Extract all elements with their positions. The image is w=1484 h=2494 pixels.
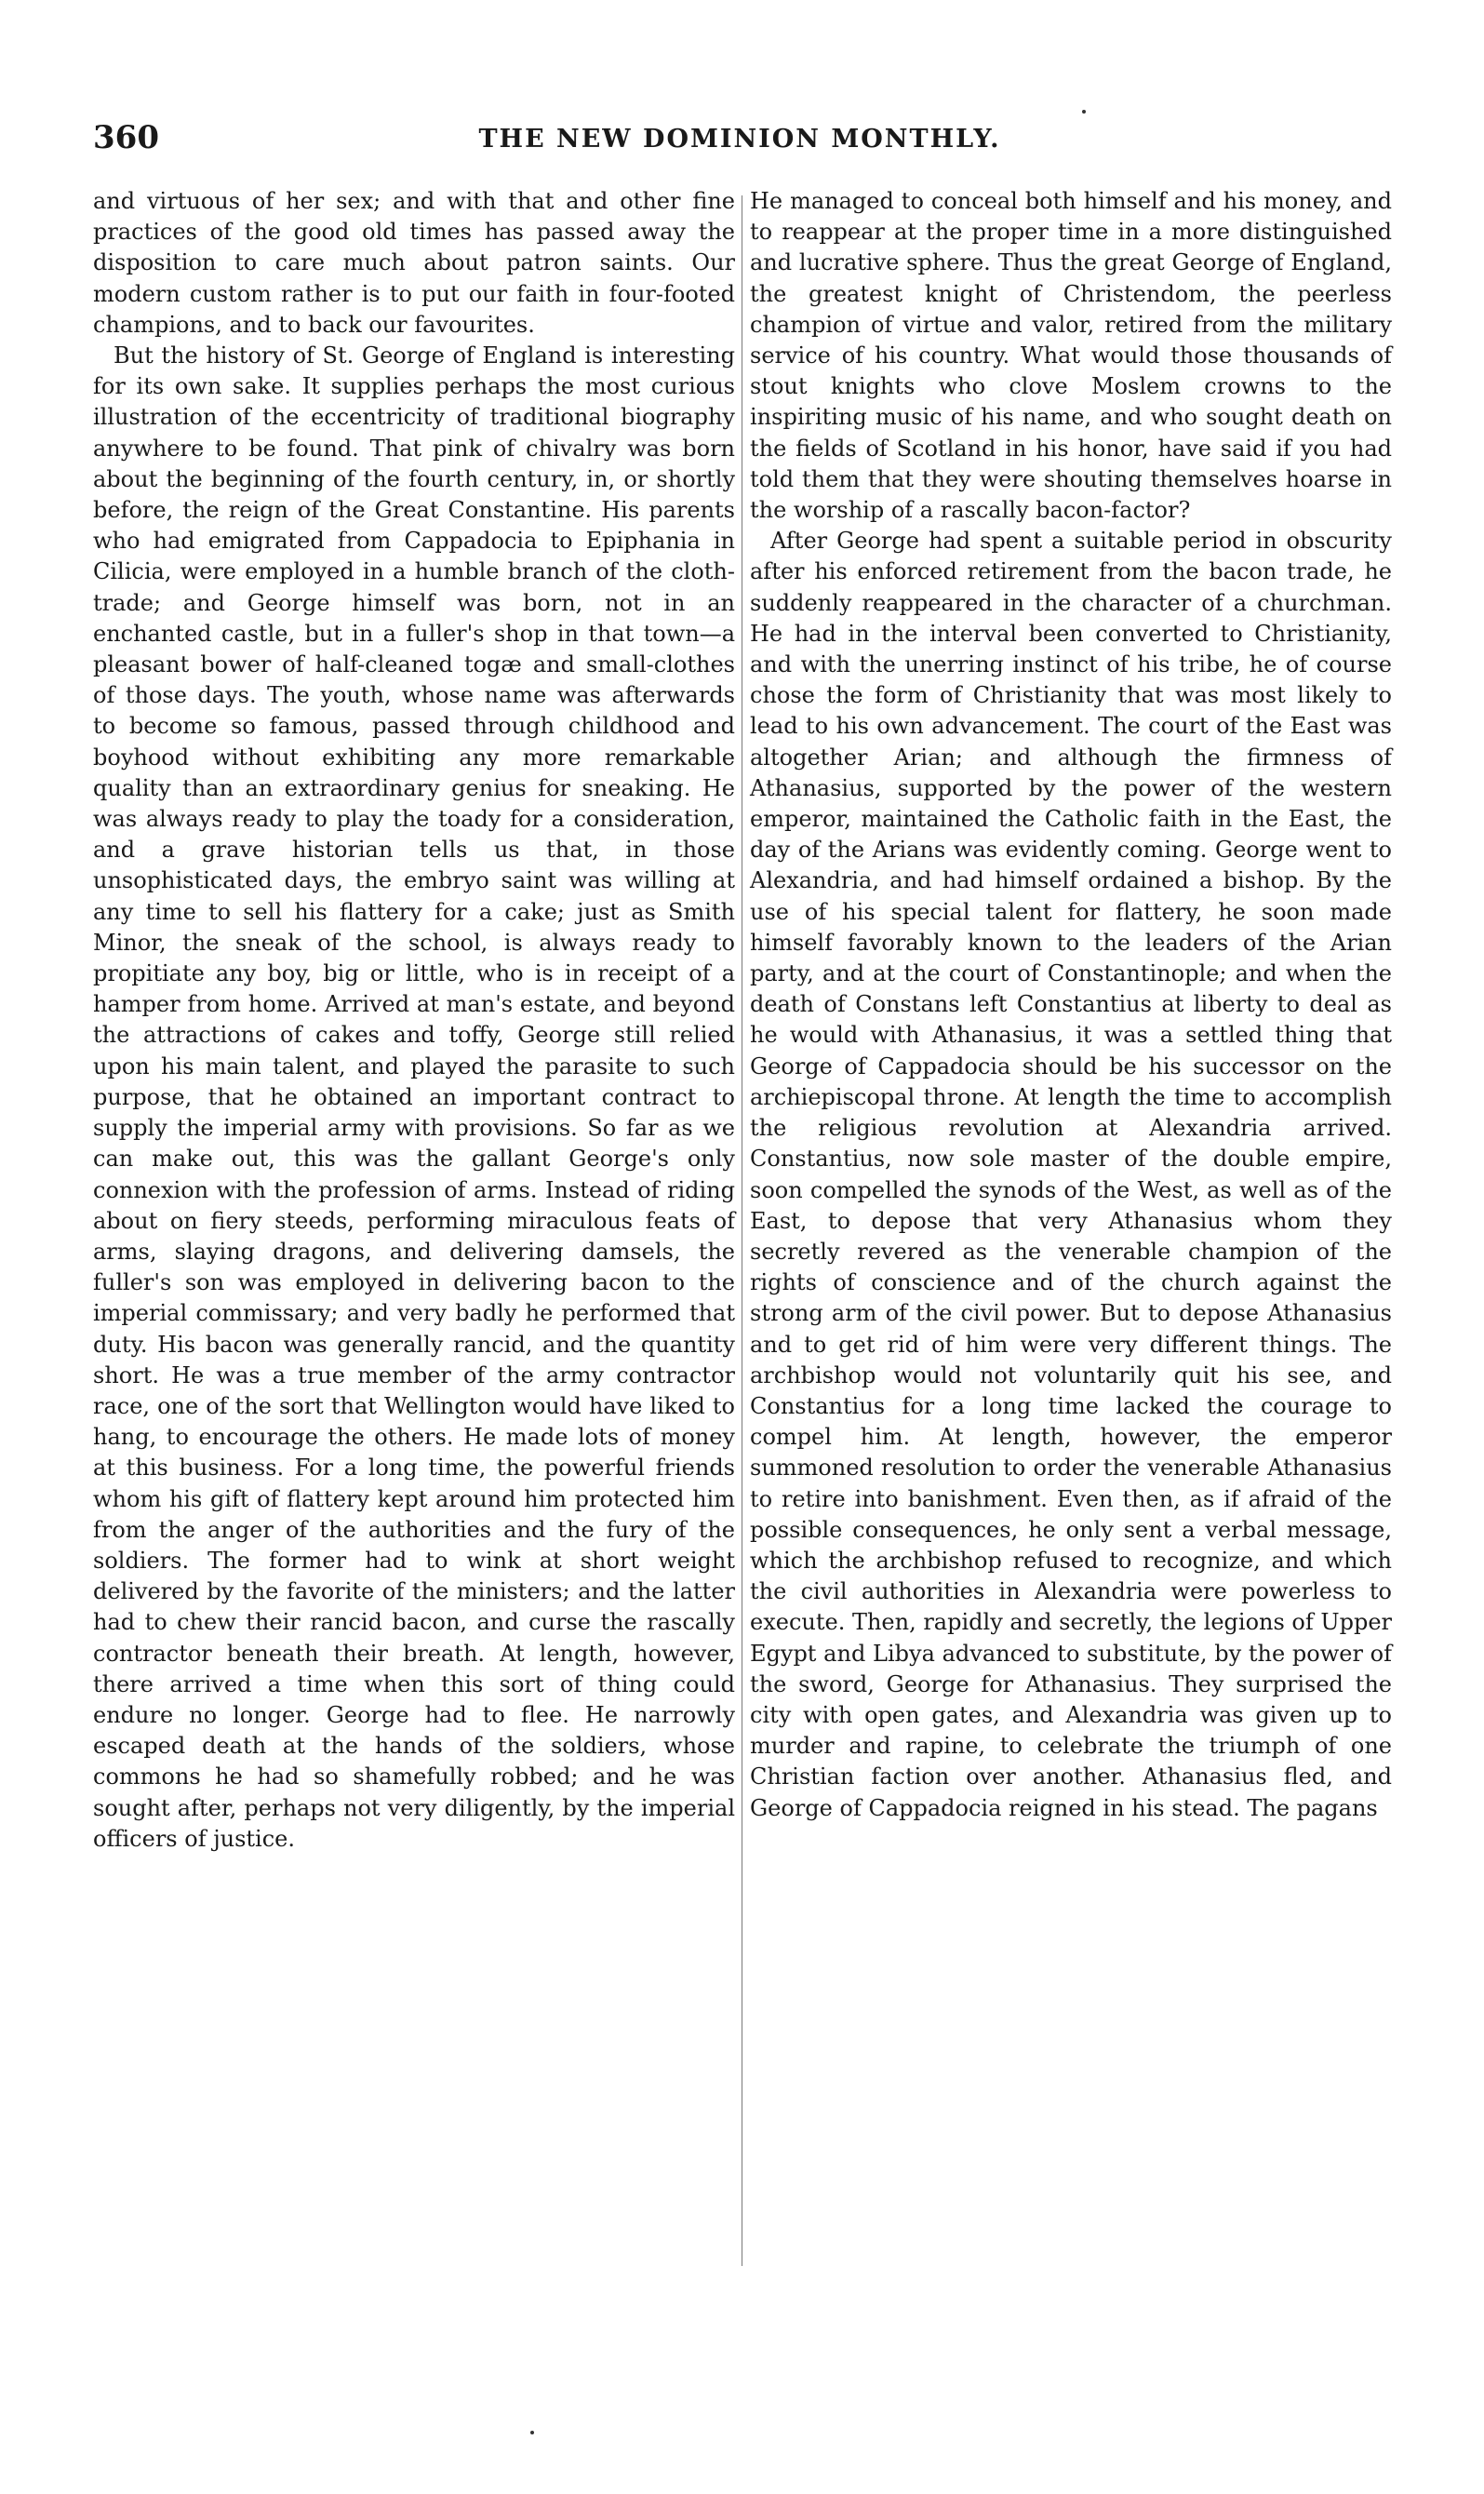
page-number: 360	[93, 119, 159, 156]
running-title: THE NEW DOMINION MONTHLY.	[478, 125, 1001, 154]
left-column	[93, 186, 735, 1855]
paragraph: After George had spent a suitable period in obscurity after his enforced retirement from the bacon trade, he suddenly reappeared in the character of a churchman. He had in the interval been converted to Christianity, and with the unerring instinct of his tribe, he of course chose the form of Christianity that was most likely to lead to his own advancement. The court of the East was altogether Arian; and although the firmness of Athanasius, supported by the power of the western emperor, maintained the Catholic faith in the East, the day of the Arians was evidently coming. George went to Alexandria, and had himself ordained a bishop. By the use of his special talent for flattery, he soon made himself favorably known to the leaders of the Arian party, and at the court of Constantinople; and when the death of Constans left Constantius at liberty to deal as he would with Athanasius, it was a settled thing that George of Cappadocia should be his successor on the archiepiscopal throne. At length the time to accomplish the religious revolution at Alexandria arrived. Constantius, now sole master of the double empire, soon compelled the synods of the West, as well as of the East, to depose that very Athanasius whom they secretly revered as the venerable champion of the rights of conscience and of the church against the strong arm of the civil power. But to depose Athanasius and to get rid of him were very different things. The archbishop would not voluntarily quit his see, and Constantius for a long time lacked the courage to compel him. At length, however, the emperor summoned resolution to order the venerable Athanasius to retire into banishment. Even then, as if afraid of the possible consequences, he only sent a verbal message, which the archbishop refused to recognize, and which the civil authorities in Alexandria were powerless to execute. Then, rapidly and secretly, the legions of Upper Egypt and Libya advanced to substitute, by the power of the sword, George for Athanasius. They surprised the city with open gates, and Alexandria was given up to murder and rapine, to celebrate the triumph of one Christian faction over another. Athanasius fled, and George of Cappadocia reigned in his stead. The pagans	[750, 528, 1393, 1821]
paragraph: and virtuous of her sex; and with that and other fine practices of the good old times has passed away the disposition to care much about patron saints. Our modern custom rather is to put our faith in four-footed champions, and to back our favourites.	[93, 188, 735, 338]
paragraph: He managed to conceal both himself and his money, and to reappear at the proper time in a more distinguished and lucrative sphere. Thus the great George of England, the greatest knight of Christendom, the peerless champion of virtue and valor, retired from the military service of his country. What would those thousands of stout knights who clove Moslem crowns to the inspiriting music of his name, and who sought death on the fields of Scotland in his honor, have said if you had told them that they were shouting themselves hoarse in the worship of a rascally bacon-factor?	[750, 188, 1392, 524]
scan-speck	[1082, 110, 1086, 114]
scan-speck	[530, 2431, 534, 2434]
right-column	[750, 186, 1392, 1824]
paragraph: But the history of St. George of England is interesting for its own sake. It supplies perhaps the most curious illustration of the eccentricity of traditional biography anywhere to be found. That pink of chivalry was born about the beginning of the fourth century, in, or shortly before, the reign of the Great Constantine. His parents who had emigrated from Cappadocia to Epiphania in Cilicia, were employed in a humble branch of the cloth-trade; and George himself was born, not in an enchanted castle, but in a fuller's shop in that town—a pleasant bower of half-cleaned togæ and small-clothes of those days. The youth, whose name was afterwards to become so famous, passed through childhood and boyhood without exhibiting any more remarkable quality than an extraordinary genius for sneaking. He was always ready to play the toady for a consideration, and a grave historian tells us that, in those unsophisticated days, the embryo saint was willing at any time to sell his flattery for a cake; just as Smith Minor, the sneak of the school, is always ready to propitiate any boy, big or little, who is in receipt of a hamper from home. Arrived at man's estate, and beyond the attractions of cakes and toffy, George still relied upon his main talent, and played the parasite to such purpose, that he obtained an important contract to supply the imperial army with provisions. So far as we can make out, this was the gallant George's only connexion with the profession of arms. Instead of riding about on fiery steeds, performing miraculous feats of arms, slaying dragons, and delivering damsels, the fuller's son was employed in delivering bacon to the imperial commissary; and very badly he performed that duty. His bacon was generally rancid, and the quantity short. He was a true member of the army contractor race, one of the sort that Wellington would have liked to hang, to encourage the others. He made lots of money at this business. For a long time, the powerful friends whom his gift of flattery kept around him protected him from the anger of the authorities and the fury of the soldiers. The former had to wink at short weight delivered by the favorite of the ministers; and the latter had to chew their rancid bacon, and curse the rascally contractor beneath their breath. At length, however, there arrived a time when this sort of thing could endure no longer. George had to flee. He narrowly escaped death at the hands of the soldiers, whose commons he had so shamefully robbed; and he was sought after, perhaps not very diligently, by the imperial officers of justice.	[93, 342, 735, 1852]
page-header	[93, 119, 1386, 160]
